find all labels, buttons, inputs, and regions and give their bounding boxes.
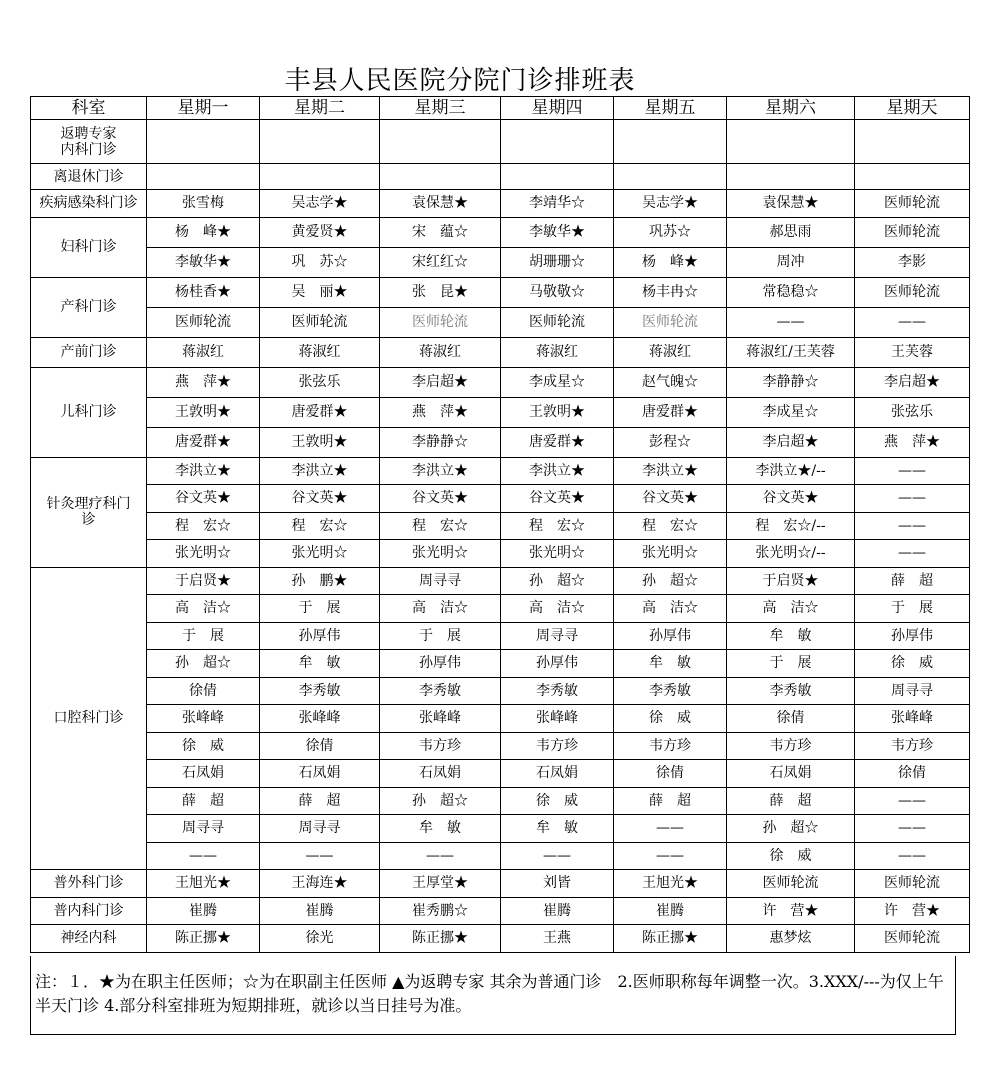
schedule-cell: 张光明☆ [614, 540, 727, 568]
table-row [31, 595, 970, 623]
schedule-cell: 李洪立★ [260, 457, 380, 485]
schedule-cell: 张光明☆/-- [727, 540, 855, 568]
schedule-cell: 王敦明★ [501, 397, 614, 427]
schedule-cell: 李敏华★ [147, 247, 260, 277]
schedule-cell: 医师轮流 [147, 307, 260, 337]
schedule-cell: 王旭光★ [614, 870, 727, 898]
table-row [31, 925, 970, 953]
schedule-cell: 医师轮流 [260, 307, 380, 337]
schedule-cell: —— [855, 787, 970, 815]
schedule-cell: 李敏华★ [501, 217, 614, 247]
schedule-cell: 高 洁☆ [501, 595, 614, 623]
schedule-cell: 高 洁☆ [147, 595, 260, 623]
schedule-cell: 于启贤★ [727, 567, 855, 595]
schedule-cell: 徐光 [260, 925, 380, 953]
schedule-cell: 吴志学★ [614, 190, 727, 218]
schedule-cell: 李洪立★ [380, 457, 501, 485]
schedule-cell: 孙 超☆ [147, 650, 260, 678]
schedule-cell: 黄爱贤★ [260, 217, 380, 247]
table-row [31, 367, 970, 397]
schedule-cell: 程 宏☆ [260, 512, 380, 540]
header-cell: 星期六 [727, 97, 855, 120]
schedule-cell: 李秀敏 [380, 677, 501, 705]
schedule-cell: 蒋淑红 [147, 337, 260, 367]
schedule-cell: 郝思雨 [727, 217, 855, 247]
schedule-cell: 徐 威 [727, 842, 855, 870]
header-cell: 星期三 [380, 97, 501, 120]
schedule-cell: 医师轮流 [855, 870, 970, 898]
table-row [31, 397, 970, 427]
schedule-cell: 陈正挪★ [380, 925, 501, 953]
table-row [31, 787, 970, 815]
schedule-cell: 彭程☆ [614, 427, 727, 457]
schedule-cell: 周寻寻 [855, 677, 970, 705]
schedule-cell: 于 展 [260, 595, 380, 623]
schedule-cell: 陈正挪★ [614, 925, 727, 953]
table-row [31, 815, 970, 843]
page-title: 丰县人民医院分院门诊排班表 [284, 66, 636, 96]
department-name: 妇科门诊 [31, 217, 147, 277]
department-name: 儿科门诊 [31, 367, 147, 457]
schedule-cell: 石凤娟 [260, 760, 380, 788]
schedule-cell: 程 宏☆ [147, 512, 260, 540]
schedule-cell: 谷文英★ [380, 485, 501, 513]
schedule-cell: 程 宏☆ [614, 512, 727, 540]
schedule-cell: 燕 萍★ [855, 427, 970, 457]
schedule-cell: 薛 超 [614, 787, 727, 815]
table-row [31, 897, 970, 925]
schedule-cell: 于 展 [855, 595, 970, 623]
schedule-cell: 王旭光★ [147, 870, 260, 898]
table-row [31, 650, 970, 678]
schedule-cell: 崔腾 [614, 897, 727, 925]
schedule-cell: 李洪立★ [614, 457, 727, 485]
schedule-cell: 孙 超☆ [501, 567, 614, 595]
table-row [31, 164, 970, 190]
schedule-cell [855, 120, 970, 164]
schedule-cell: 孙厚伟 [614, 622, 727, 650]
schedule-cell: 袁保慧★ [380, 190, 501, 218]
schedule-cell: 唐爱群★ [614, 397, 727, 427]
table-row [31, 427, 970, 457]
header-cell: 星期一 [147, 97, 260, 120]
schedule-cell [260, 120, 380, 164]
schedule-cell: 刘皆 [501, 870, 614, 898]
schedule-cell [727, 164, 855, 190]
schedule-cell: 宋红红☆ [380, 247, 501, 277]
schedule-cell: 巩苏☆ [614, 217, 727, 247]
schedule-cell: 石凤娟 [380, 760, 501, 788]
schedule-cell: 周冲 [727, 247, 855, 277]
schedule-table [30, 96, 970, 953]
table-row [31, 247, 970, 277]
schedule-cell: 高 洁☆ [380, 595, 501, 623]
schedule-cell: 徐倩 [855, 760, 970, 788]
schedule-cell: 韦方珍 [855, 732, 970, 760]
department-name: 产科门诊 [31, 277, 147, 337]
schedule-cell: 徐倩 [260, 732, 380, 760]
schedule-cell: 于 展 [147, 622, 260, 650]
schedule-cell: 李静静☆ [380, 427, 501, 457]
schedule-cell: 蒋淑红 [380, 337, 501, 367]
schedule-cell: 薛 超 [260, 787, 380, 815]
schedule-cell: 李影 [855, 247, 970, 277]
department-name: 普内科门诊 [31, 897, 147, 925]
schedule-cell: 孙厚伟 [260, 622, 380, 650]
schedule-cell: 王厚堂★ [380, 870, 501, 898]
schedule-cell: 张弦乐 [855, 397, 970, 427]
schedule-cell: 张峰峰 [147, 705, 260, 733]
schedule-cell: 李靖华☆ [501, 190, 614, 218]
schedule-cell: 谷文英★ [614, 485, 727, 513]
schedule-cell: 医师轮流 [855, 217, 970, 247]
department-name: 口腔科门诊 [31, 567, 147, 870]
schedule-cell [380, 164, 501, 190]
schedule-cell: 李成星☆ [501, 367, 614, 397]
schedule-cell: 牟 敏 [727, 622, 855, 650]
schedule-cell: 张光明☆ [380, 540, 501, 568]
schedule-cell: 李秀敏 [260, 677, 380, 705]
schedule-cell: —— [727, 307, 855, 337]
department-name: 返聘专家 内科门诊 [31, 120, 147, 164]
schedule-cell: 惠梦炫 [727, 925, 855, 953]
schedule-cell: —— [855, 842, 970, 870]
schedule-cell: 高 洁☆ [614, 595, 727, 623]
schedule-cell: 牟 敏 [260, 650, 380, 678]
schedule-cell: 常稳稳☆ [727, 277, 855, 307]
schedule-cell: 张峰峰 [855, 705, 970, 733]
schedule-cell: 唐爱群★ [501, 427, 614, 457]
schedule-cell: —— [614, 815, 727, 843]
schedule-cell: 徐倩 [727, 705, 855, 733]
schedule-cell: 蒋淑红 [501, 337, 614, 367]
schedule-cell: 程 宏☆ [380, 512, 501, 540]
schedule-cell: 高 洁☆ [727, 595, 855, 623]
schedule-cell: 韦方珍 [614, 732, 727, 760]
schedule-cell: 徐 威 [501, 787, 614, 815]
schedule-cell: 周寻寻 [501, 622, 614, 650]
department-name: 针灸理疗科门 诊 [31, 457, 147, 567]
schedule-cell: —— [260, 842, 380, 870]
schedule-cell: 燕 萍★ [147, 367, 260, 397]
schedule-cell: 张光明☆ [501, 540, 614, 568]
schedule-cell: 杨丰冉☆ [614, 277, 727, 307]
schedule-cell: 医师轮流 [727, 870, 855, 898]
schedule-cell: 谷文英★ [147, 485, 260, 513]
schedule-cell [260, 164, 380, 190]
schedule-cell: 孙厚伟 [501, 650, 614, 678]
table-row [31, 540, 970, 568]
schedule-cell: 王芙蓉 [855, 337, 970, 367]
table-row [31, 512, 970, 540]
header-cell: 科室 [31, 97, 147, 120]
schedule-cell: 石凤娟 [727, 760, 855, 788]
table-row [31, 457, 970, 485]
schedule-cell: 李启超★ [727, 427, 855, 457]
schedule-cell: 王敦明★ [147, 397, 260, 427]
table-row [31, 677, 970, 705]
schedule-cell: 袁保慧★ [727, 190, 855, 218]
schedule-cell: 许 营★ [727, 897, 855, 925]
schedule-cell: —— [147, 842, 260, 870]
table-row [31, 842, 970, 870]
schedule-cell: 李洪立★ [147, 457, 260, 485]
schedule-cell: 吴志学★ [260, 190, 380, 218]
schedule-cell: 医师轮流 [855, 925, 970, 953]
schedule-cell: 张光明☆ [260, 540, 380, 568]
schedule-cell: 唐爱群★ [260, 397, 380, 427]
footnote: 注：１．★为在职主任医师；☆为在职副主任医师 ▲为返聘专家 其余为普通门诊 2.医师职称每年调整一次。3.XXX/---为仅上午半天门诊 4.部分科室排班为短期排班，就诊以当日挂号为准。 [30, 956, 956, 1035]
schedule-cell: —— [855, 540, 970, 568]
schedule-cell: 杨 峰★ [147, 217, 260, 247]
department-name: 产前门诊 [31, 337, 147, 367]
table-row [31, 190, 970, 218]
schedule-cell: 医师轮流 [501, 307, 614, 337]
schedule-cell: —— [855, 815, 970, 843]
schedule-cell: 李成星☆ [727, 397, 855, 427]
schedule-cell: 赵气魄☆ [614, 367, 727, 397]
schedule-cell: —— [855, 457, 970, 485]
schedule-cell: 唐爱群★ [147, 427, 260, 457]
schedule-cell: 医师轮流 [855, 190, 970, 218]
schedule-cell: —— [501, 842, 614, 870]
schedule-cell: 杨桂香★ [147, 277, 260, 307]
schedule-cell: 韦方珍 [501, 732, 614, 760]
schedule-cell: 崔腾 [501, 897, 614, 925]
schedule-cell: 石凤娟 [147, 760, 260, 788]
schedule-cell: 徐倩 [614, 760, 727, 788]
schedule-cell: 于 展 [727, 650, 855, 678]
schedule-cell: 燕 萍★ [380, 397, 501, 427]
schedule-cell: 张雪梅 [147, 190, 260, 218]
schedule-cell: 李静静☆ [727, 367, 855, 397]
schedule-cell: 孙 鹏★ [260, 567, 380, 595]
schedule-cell: 巩 苏☆ [260, 247, 380, 277]
table-row [31, 217, 970, 247]
schedule-cell: 蒋淑红/王芙蓉 [727, 337, 855, 367]
header-cell: 星期天 [855, 97, 970, 120]
table-row [31, 120, 970, 164]
schedule-cell: 牟 敏 [501, 815, 614, 843]
schedule-cell: 李洪立★/-- [727, 457, 855, 485]
schedule-cell [147, 120, 260, 164]
schedule-cell: —— [614, 842, 727, 870]
schedule-cell: 蒋淑红 [614, 337, 727, 367]
header-row [31, 97, 970, 120]
schedule-cell: 王海连★ [260, 870, 380, 898]
department-name: 疾病感染科门诊 [31, 190, 147, 218]
table-row [31, 760, 970, 788]
schedule-cell: 张光明☆ [147, 540, 260, 568]
schedule-cell: 韦方珍 [380, 732, 501, 760]
schedule-cell: 程 宏☆ [501, 512, 614, 540]
schedule-cell: 孙 超☆ [727, 815, 855, 843]
schedule-cell: 李启超★ [380, 367, 501, 397]
schedule-cell: 薛 超 [147, 787, 260, 815]
schedule-cell: 孙厚伟 [380, 650, 501, 678]
schedule-cell: 谷文英★ [727, 485, 855, 513]
header-cell: 星期二 [260, 97, 380, 120]
schedule-cell: 张弦乐 [260, 367, 380, 397]
schedule-cell: 马敬敬☆ [501, 277, 614, 307]
schedule-cell [614, 164, 727, 190]
schedule-cell: 杨 峰★ [614, 247, 727, 277]
schedule-cell [855, 164, 970, 190]
table-row [31, 622, 970, 650]
schedule-cell [380, 120, 501, 164]
schedule-cell: 李洪立★ [501, 457, 614, 485]
table-row [31, 870, 970, 898]
schedule-cell [727, 120, 855, 164]
table-row [31, 307, 970, 337]
schedule-cell: 吴 丽★ [260, 277, 380, 307]
schedule-cell: 宋 蕴☆ [380, 217, 501, 247]
header-cell: 星期四 [501, 97, 614, 120]
schedule-cell: 徐 威 [855, 650, 970, 678]
schedule-cell: 徐 威 [147, 732, 260, 760]
schedule-cell: 牟 敏 [614, 650, 727, 678]
schedule-cell: 胡珊珊☆ [501, 247, 614, 277]
schedule-cell: 韦方珍 [727, 732, 855, 760]
table-row [31, 705, 970, 733]
table-row [31, 277, 970, 307]
schedule-cell: —— [855, 485, 970, 513]
schedule-cell: 石凤娟 [501, 760, 614, 788]
schedule-cell: 陈正挪★ [147, 925, 260, 953]
schedule-cell: 崔秀鹏☆ [380, 897, 501, 925]
schedule-cell: 徐 威 [614, 705, 727, 733]
schedule-cell: 于 展 [380, 622, 501, 650]
schedule-cell: 牟 敏 [380, 815, 501, 843]
schedule-cell [614, 120, 727, 164]
schedule-cell: 王敦明★ [260, 427, 380, 457]
table-row [31, 732, 970, 760]
schedule-cell [147, 164, 260, 190]
table-row [31, 337, 970, 367]
header-cell: 星期五 [614, 97, 727, 120]
schedule-cell: 周寻寻 [380, 567, 501, 595]
table-row [31, 567, 970, 595]
schedule-cell: 谷文英★ [260, 485, 380, 513]
schedule-cell: 张峰峰 [380, 705, 501, 733]
schedule-cell [501, 120, 614, 164]
schedule-cell: 医师轮流 [614, 307, 727, 337]
schedule-cell: 王燕 [501, 925, 614, 953]
schedule-cell: 张 昆★ [380, 277, 501, 307]
schedule-cell: 崔腾 [147, 897, 260, 925]
table-row [31, 485, 970, 513]
schedule-cell: 蒋淑红 [260, 337, 380, 367]
schedule-cell: 崔腾 [260, 897, 380, 925]
schedule-cell: 孙 超☆ [380, 787, 501, 815]
department-name: 离退休门诊 [31, 164, 147, 190]
schedule-cell: 李启超★ [855, 367, 970, 397]
schedule-cell: 于启贤★ [147, 567, 260, 595]
schedule-cell: —— [855, 307, 970, 337]
schedule-cell: 张峰峰 [501, 705, 614, 733]
department-name: 普外科门诊 [31, 870, 147, 898]
department-name: 神经内科 [31, 925, 147, 953]
schedule-cell: 李秀敏 [501, 677, 614, 705]
schedule-cell: 李秀敏 [614, 677, 727, 705]
schedule-cell: 医师轮流 [855, 277, 970, 307]
schedule-cell: 周寻寻 [147, 815, 260, 843]
schedule-cell: 谷文英★ [501, 485, 614, 513]
schedule-cell: 孙厚伟 [855, 622, 970, 650]
schedule-cell: 医师轮流 [380, 307, 501, 337]
schedule-cell: 孙 超☆ [614, 567, 727, 595]
schedule-cell: 徐倩 [147, 677, 260, 705]
schedule-cell [501, 164, 614, 190]
schedule-cell: —— [855, 512, 970, 540]
schedule-cell: —— [380, 842, 501, 870]
schedule-cell: 程 宏☆/-- [727, 512, 855, 540]
schedule-cell: 李秀敏 [727, 677, 855, 705]
schedule-cell: 周寻寻 [260, 815, 380, 843]
schedule-cell: 薛 超 [855, 567, 970, 595]
schedule-cell: 许 营★ [855, 897, 970, 925]
schedule-cell: 张峰峰 [260, 705, 380, 733]
schedule-cell: 薛 超 [727, 787, 855, 815]
